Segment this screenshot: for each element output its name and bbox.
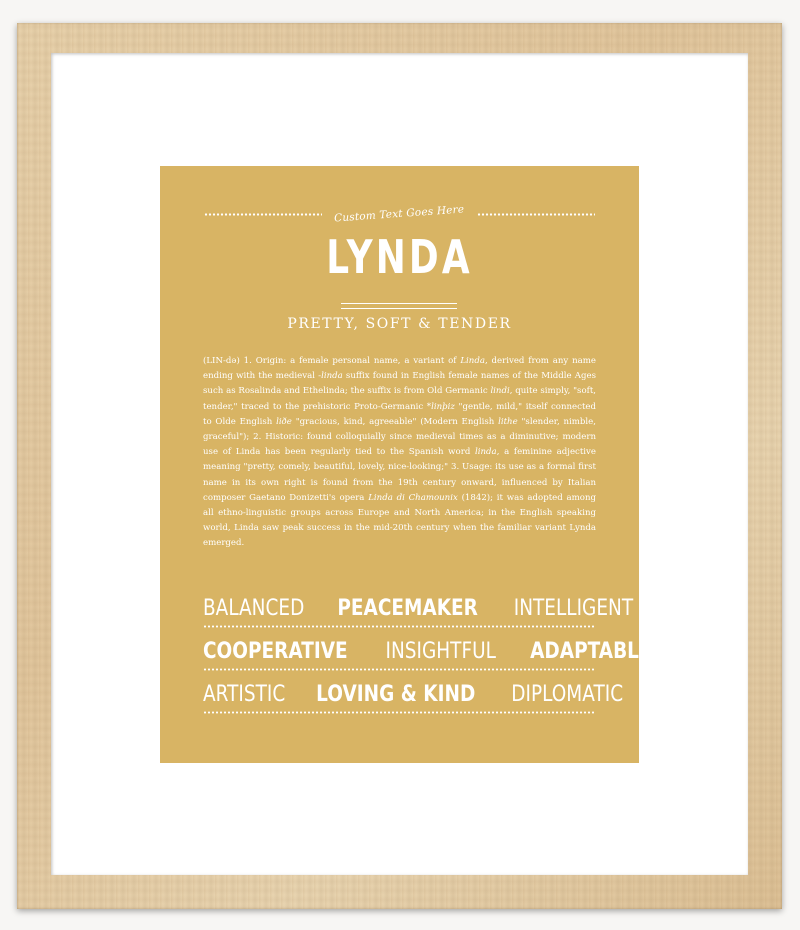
dotted-rule-right — [477, 213, 595, 216]
traits-row-3 — [203, 680, 624, 714]
picture-frame — [17, 23, 782, 909]
trait-word: INSIGHTFUL — [385, 639, 497, 664]
traits-row-1 — [203, 594, 634, 628]
mat-board — [51, 53, 748, 875]
divider-line-top — [341, 303, 457, 304]
trait-word: PEACEMAKER — [337, 596, 478, 621]
trait-word: LOVING & KIND — [316, 682, 476, 707]
divider-line-bottom — [341, 308, 457, 309]
custom-text: Custom Text Goes Here — [334, 203, 465, 225]
name-meaning-subtitle: PRETTY, SOFT & TENDER — [287, 316, 512, 332]
trait-word: INTELLIGENT — [513, 596, 634, 621]
traits-row-2 — [203, 637, 652, 671]
trait-word: DIPLOMATIC — [511, 682, 624, 707]
name-title: LYNDA — [326, 230, 473, 284]
custom-text-row — [204, 204, 595, 224]
name-definition: (LIN-də) 1. Origin: a female personal name, a variant of Linda, derived from any name ending with the medieval -linda suffix found in English female names of the Middle Ages such as Rosalinda and Ethelinda; the suffix is from Old Germanic lindi, quite simply, "soft, tender," traced to the prehistoric Proto-Germanic *linþiz "gentle, mild," itself connected to Olde English liðe "gracious, kind, agreeable" (Modern English lithe "slender, nimble, graceful"); 2. Historic: found colloquially since medieval times as a diminutive; modern use of Linda has been regularly tied to the Spanish word linda, a feminine adjective meaning "pretty, comely, beautiful, lovely, nice-looking;" 3. Usage: its use as a formal first name in its own right is found from the 19th century onward, influenced by Italian composer Gaetano Donizetti's opera Linda di Chamounix (1842); it was adopted among all ethno-linguistic groups across Europe and North America; in the English speaking world, Linda saw peak success in the mid-20th century when the familiar variant Lynda emerged. — [203, 356, 597, 549]
trait-word: ARTISTIC — [203, 682, 286, 707]
trait-word: ADAPTABLE — [529, 639, 652, 664]
name-print — [160, 166, 652, 763]
trait-word: BALANCED — [203, 596, 305, 621]
dotted-rule-left — [204, 213, 322, 216]
trait-word: COOPERATIVE — [203, 639, 348, 664]
